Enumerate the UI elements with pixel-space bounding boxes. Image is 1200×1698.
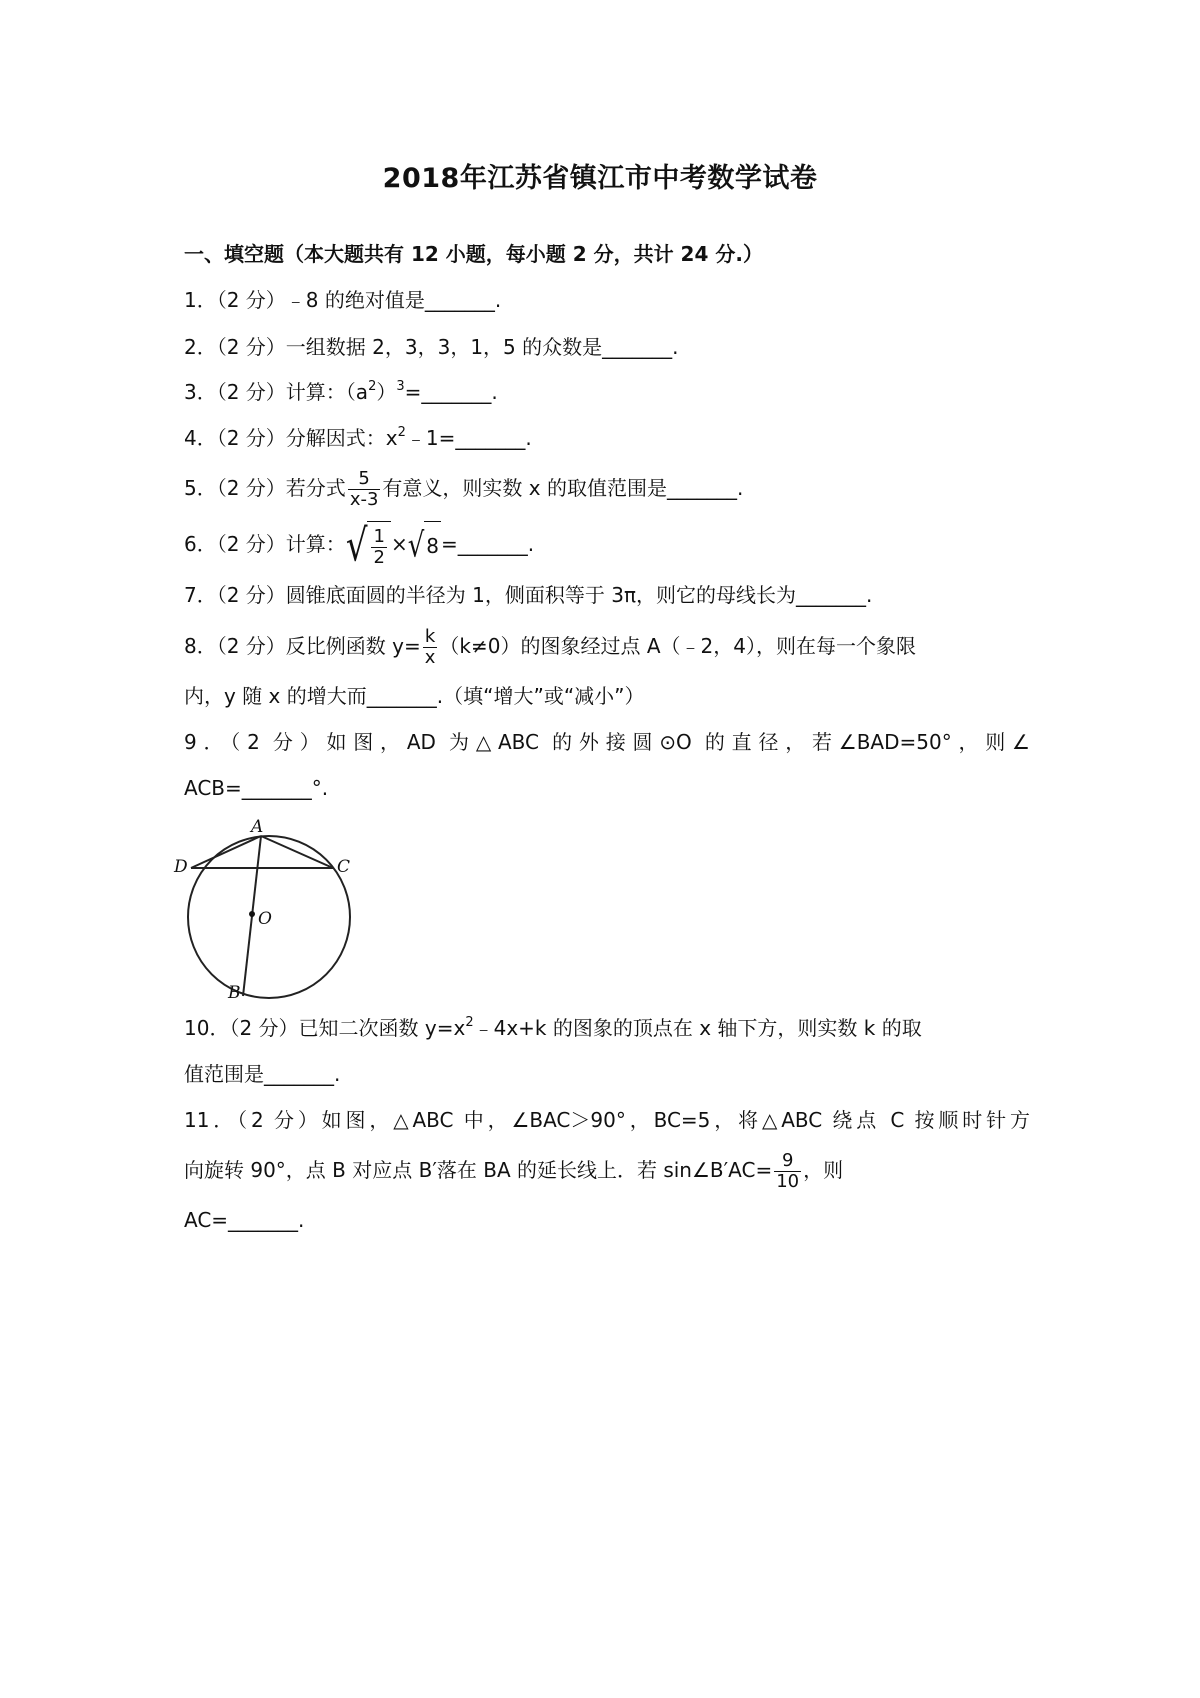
question-8-line-2: 内，y 随 x 的增大而_______.（填“增大”或“减小”） [184,684,645,708]
radical-sign-icon: √ [345,519,368,572]
question-11-line-1: 11．（2 分）如图，△ABC 中，∠BAC＞90°，BC=5，将△ABC 绕点 C 按顺时针方 [184,1108,1030,1132]
q6-times-sign: × [390,532,408,556]
q3-exponent-inner: 2 [368,379,377,394]
q3-exponent-outer: 3 [396,379,405,394]
q8-fraction-denominator: x [424,647,436,668]
question-1: 1．（2 分）﹣8 的绝对值是_______. [184,288,502,312]
question-11-line-3: AC=_______. [184,1208,305,1232]
q8-fraction [423,627,438,668]
q5-text-post: 有意义，则实数 x 的取值范围是_______. [382,476,744,500]
question-10-line-1 [184,1016,1030,1040]
question-7: 7．（2 分）圆锥底面圆的半径为 1，侧面积等于 3π，则它的母线长为_______. [184,583,873,607]
question-3 [184,380,1030,404]
q6-text-post: =_______. [441,532,535,556]
q6-sqrt-fraction [346,521,391,570]
q3-text-post: =_______. [404,380,498,404]
section-heading: 一、填空题（本大题共有 12 小题，每小题 2 分，共计 24 分.） [184,242,763,266]
q8-text-post: （k≠0）的图象经过点 A（﹣2，4），则在每一个象限 [439,634,916,658]
q6-sqrt-8-value: 8 [424,521,441,570]
q4-text-pre: 4．（2 分）分解因式：x [184,426,398,450]
q11-fraction-denominator: 10 [776,1171,800,1192]
question-10-line-2: 值范围是_______. [184,1062,341,1086]
label-b: B [228,983,241,1003]
q10-exponent: 2 [465,1015,474,1030]
center-point-o [249,911,255,917]
radical-sign-icon: √ [407,526,425,565]
q3-text-pre: 3．（2 分）计算：（a [184,380,369,404]
q5-fraction-denominator: x-3 [349,489,379,510]
q10-text-pre: 10．（2 分）已知二次函数 y=x [184,1016,466,1040]
label-d: D [174,857,188,877]
q11-text-post: ，则 [803,1158,844,1182]
q6-fraction-denominator: 2 [373,547,385,568]
q8-text-pre: 8．（2 分）反比例函数 y= [184,634,421,658]
q4-text-post: ﹣1=_______. [405,426,532,450]
q5-fraction [348,469,381,510]
q3-text-mid: ） [376,380,397,404]
q11-fraction-numerator: 9 [781,1150,794,1171]
question-4 [184,426,1030,450]
question-5 [184,466,1030,510]
q6-fraction [371,527,386,568]
q5-text-pre: 5．（2 分）若分式 [184,476,346,500]
q6-text-pre: 6．（2 分）计算： [184,532,346,556]
label-o: O [258,909,272,929]
q5-fraction-numerator: 5 [358,468,370,489]
segment-ad [191,836,261,868]
question-6 [184,520,1030,570]
label-a: A [251,817,264,837]
question-11-line-2 [184,1146,1030,1194]
q11-fraction [774,1151,801,1192]
q6-sqrt-8 [408,521,441,570]
circle-figure [174,817,366,1003]
q11-text-pre: 向旋转 90°，点 B 对应点 B′落在 BA 的延长线上．若 sin∠B′AC= [184,1158,773,1182]
q4-exponent: 2 [397,425,406,440]
q6-sqrt-fraction-body [367,521,390,570]
question-9-line-1: 9．（2 分）如图，AD 为△ABC 的外接圆⊙O 的直径，若∠BAD=50°，则∠ [184,730,1030,754]
question-2: 2．（2 分）一组数据 2，3，3，1，5 的众数是_______. [184,335,679,359]
q10-text-post: ﹣4x+k 的图象的顶点在 x 轴下方，则实数 k 的取 [473,1016,922,1040]
label-c: C [337,857,351,877]
question-8-line-1 [184,624,1030,668]
q8-fraction-numerator: k [424,626,436,647]
q6-fraction-numerator: 1 [373,526,385,547]
page-title: 2018年江苏省镇江市中考数学试卷 [382,163,818,194]
question-9-line-2: ACB=_______°. [184,776,329,800]
